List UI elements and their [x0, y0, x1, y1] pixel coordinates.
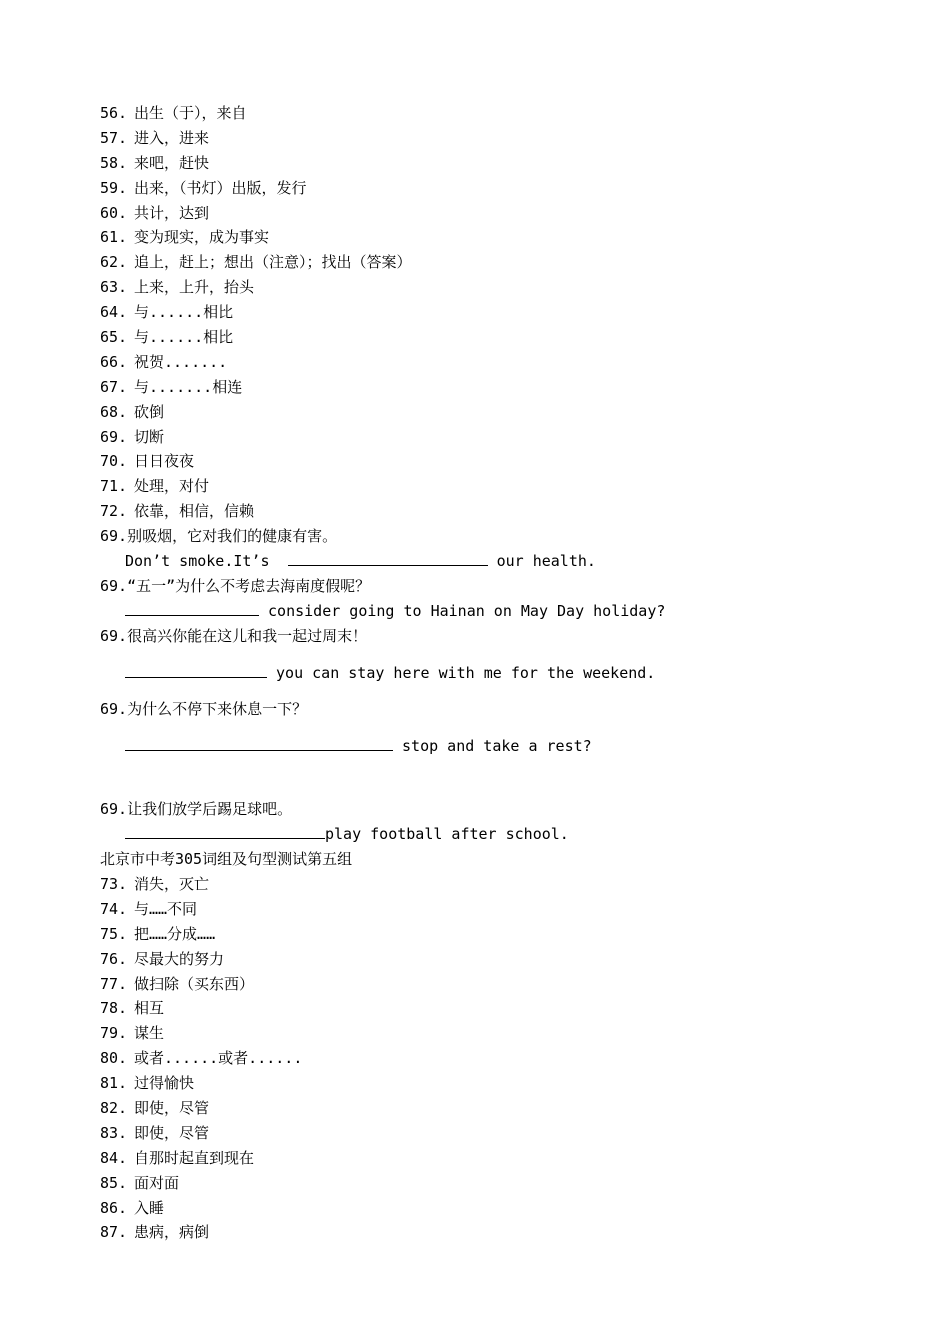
answer-blank[interactable] — [125, 735, 393, 751]
list-item: 80. 或者......或者...... — [100, 1049, 303, 1068]
answer-line: Don’t smoke.It’s our health. — [125, 552, 596, 571]
answer-line: play football after school. — [100, 822, 880, 847]
list-item: 75. 把……分成…… — [100, 924, 216, 943]
answer-line: consider going to Hainan on May Day holiday? — [100, 599, 880, 624]
list-item: 57. 进入，进来 — [100, 128, 210, 147]
list-item: 84. 自那时起直到现在 — [100, 1148, 255, 1167]
answer-line: stop and take a rest? — [100, 734, 880, 759]
list-item: 74. 与……不同 — [100, 899, 198, 918]
list-item: 87. 患病，病倒 — [100, 1223, 210, 1242]
list-item: 79. 谋生 — [100, 1024, 165, 1043]
list-item: 82. 即使，尽管 — [100, 1098, 210, 1117]
list-item: 68. 砍倒 — [100, 402, 165, 421]
question-prompt: 69.为什么不停下来休息一下？ — [100, 700, 308, 719]
list-item: 56. 出生（于），来自 — [100, 104, 247, 122]
answer-blank[interactable] — [125, 600, 259, 616]
section-title: 北京市中考305词组及句型测试第五组 — [100, 850, 353, 869]
list-item: 66. 祝贺....... — [100, 352, 228, 371]
list-item: 59. 出来，（书灯）出版，发行 — [100, 178, 307, 197]
list-item: 77. 做扫除（买东西） — [100, 974, 255, 993]
question-prompt: 69.别吸烟，它对我们的健康有害。 — [100, 527, 338, 546]
answer-blank[interactable] — [288, 550, 488, 566]
list-item: 71. 处理，对付 — [100, 477, 210, 496]
list-item: 70. 日日夜夜 — [100, 452, 195, 471]
list-item: 73. 消失，灭亡 — [100, 874, 210, 893]
list-item: 72. 依靠，相信，信赖 — [100, 502, 255, 521]
list-item: 85. 面对面 — [100, 1173, 180, 1192]
question-prompt: 69.让我们放学后踢足球吧。 — [100, 800, 293, 819]
list-item: 69. 切断 — [100, 427, 165, 446]
list-item: 81. 过得愉快 — [100, 1074, 195, 1093]
list-item: 76. 尽最大的努力 — [100, 949, 225, 968]
list-item: 78. 相互 — [100, 999, 165, 1018]
list-item: 58. 来吧，赶快 — [100, 153, 210, 172]
translation-exercises — [100, 524, 880, 847]
vocab-list-a — [100, 101, 880, 524]
list-item: 64. 与......相比 — [100, 303, 234, 322]
list-item: 67. 与.......相连 — [100, 377, 243, 396]
vocab-list-b — [100, 872, 880, 1245]
list-item: 83. 即使，尽管 — [100, 1123, 210, 1142]
list-item: 61. 变为现实，成为事实 — [100, 228, 270, 247]
answer-line: you can stay here with me for the weekend. — [100, 661, 880, 686]
list-item: 62. 追上，赶上；想出（注意）；找出（答案） — [100, 253, 412, 272]
list-item: 65. 与......相比 — [100, 328, 234, 347]
list-item: 63. 上来，上升，抬头 — [100, 278, 255, 297]
list-item: 86. 入睡 — [100, 1198, 165, 1217]
answer-blank[interactable] — [125, 662, 267, 678]
document-page — [100, 101, 880, 1245]
list-item: 60. 共计，达到 — [100, 203, 210, 222]
question-prompt: 69.很高兴你能在这儿和我一起过周末！ — [100, 626, 368, 645]
question-prompt: 69.“五一”为什么不考虑去海南度假呢？ — [100, 576, 371, 595]
answer-blank[interactable] — [125, 823, 325, 839]
